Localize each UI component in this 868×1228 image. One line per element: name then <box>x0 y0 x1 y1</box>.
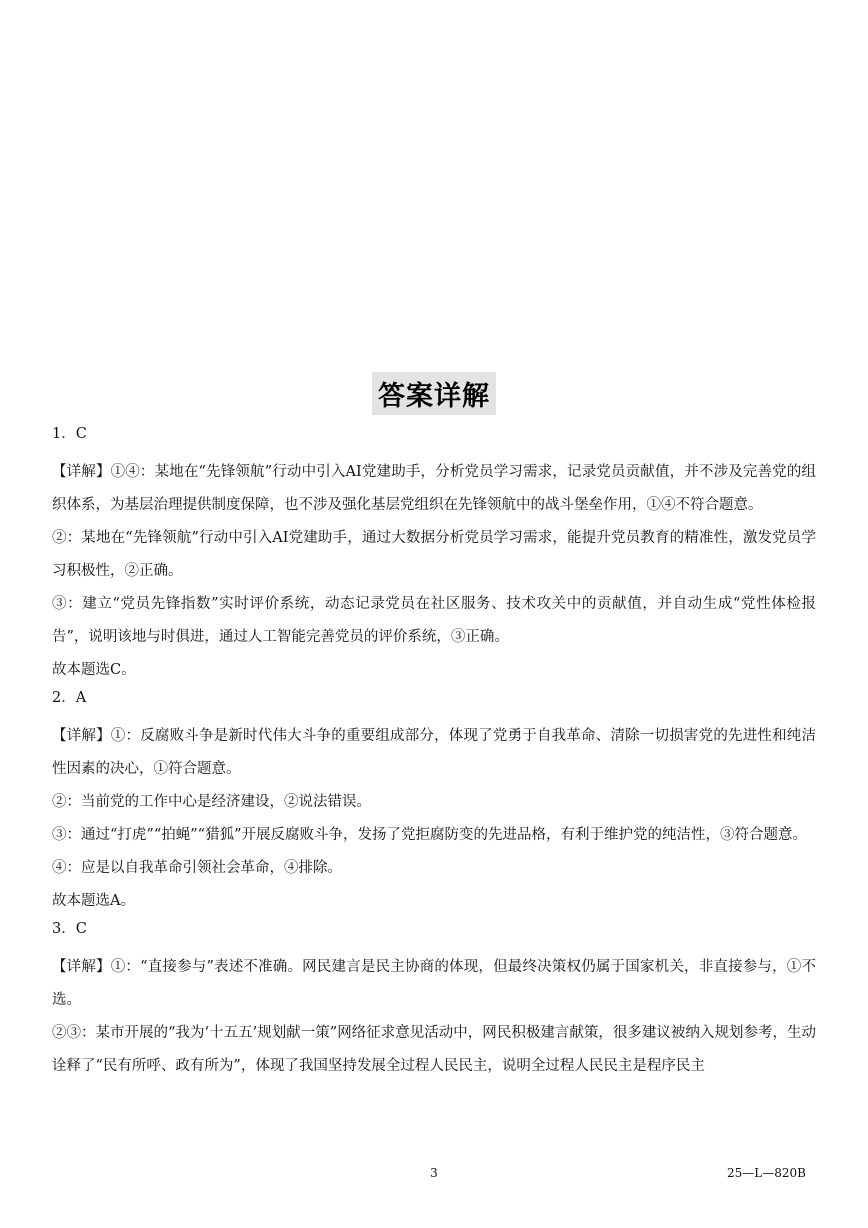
explanation-paragraph: 【详解】①④：某地在“先锋领航”行动中引入AI党建助手，分析党员学习需求，记录党员贡献值，并不涉及完善党的组织体系，为基层治理提供制度保障，也不涉及强化基层党组织在先锋领航中的战斗堡垒作用，①④不符合题意。 <box>52 464 816 513</box>
question-number: 3．C <box>52 921 87 937</box>
page-number: 3 <box>430 1166 438 1180</box>
answer-conclusion: 故本题选C。 <box>52 662 136 678</box>
explanation-paragraph: ④：应是以自我革命引领社会革命，④排除。 <box>52 860 342 876</box>
question-block-3 <box>52 918 816 1083</box>
explanation-paragraph: ③：建立“党员先锋指数”实时评价系统，动态记录党员在社区服务、技术攻关中的贡献值，并自动生成“党性体检报告”，说明该地与时俱进，通过人工智能完善党员的评价系统，③正确。 <box>52 596 816 645</box>
title-container <box>0 372 868 415</box>
answer-content <box>52 423 816 1083</box>
explanation-paragraph: 【详解】①：反腐败斗争是新时代伟大斗争的重要组成部分，体现了党勇于自我革命、清除一切损害党的先进性和纯洁性因素的决心，①符合题意。 <box>52 728 816 777</box>
question-block-2 <box>52 687 816 918</box>
question-number: 1．C <box>52 426 87 442</box>
answer-conclusion: 故本题选A。 <box>52 893 135 909</box>
explanation-paragraph: 【详解】①：“直接参与”表述不准确。网民建言是民主协商的体现，但最终决策权仍属于国家机关，非直接参与，①不选。 <box>52 959 816 1008</box>
explanation-paragraph: ②：某地在“先锋领航”行动中引入AI党建助手，通过大数据分析党员学习需求，能提升党员教育的精准性，激发党员学习积极性，②正确。 <box>52 530 816 579</box>
page-title: 答案详解 <box>372 372 496 415</box>
explanation-paragraph: ③：通过“打虎”“拍蝇”“猎狐”开展反腐败斗争，发扬了党拒腐防变的先进品格，有利于维护党的纯洁性，③符合题意。 <box>52 827 807 843</box>
document-code: 25—L—820B <box>727 1166 806 1180</box>
question-block-1 <box>52 423 816 687</box>
explanation-paragraph: ②③：某市开展的“我为‘十五五’规划献一策”网络征求意见活动中，网民积极建言献策，很多建议被纳入规划参考，生动诠释了“民有所呼、政有所为”，体现了我国坚持发展全过程人民民主，说明全过程人民民主是程序民主 <box>52 1025 816 1074</box>
explanation-paragraph: ②：当前党的工作中心是经济建设，②说法错误。 <box>52 794 371 810</box>
question-number: 2．A <box>52 690 87 706</box>
